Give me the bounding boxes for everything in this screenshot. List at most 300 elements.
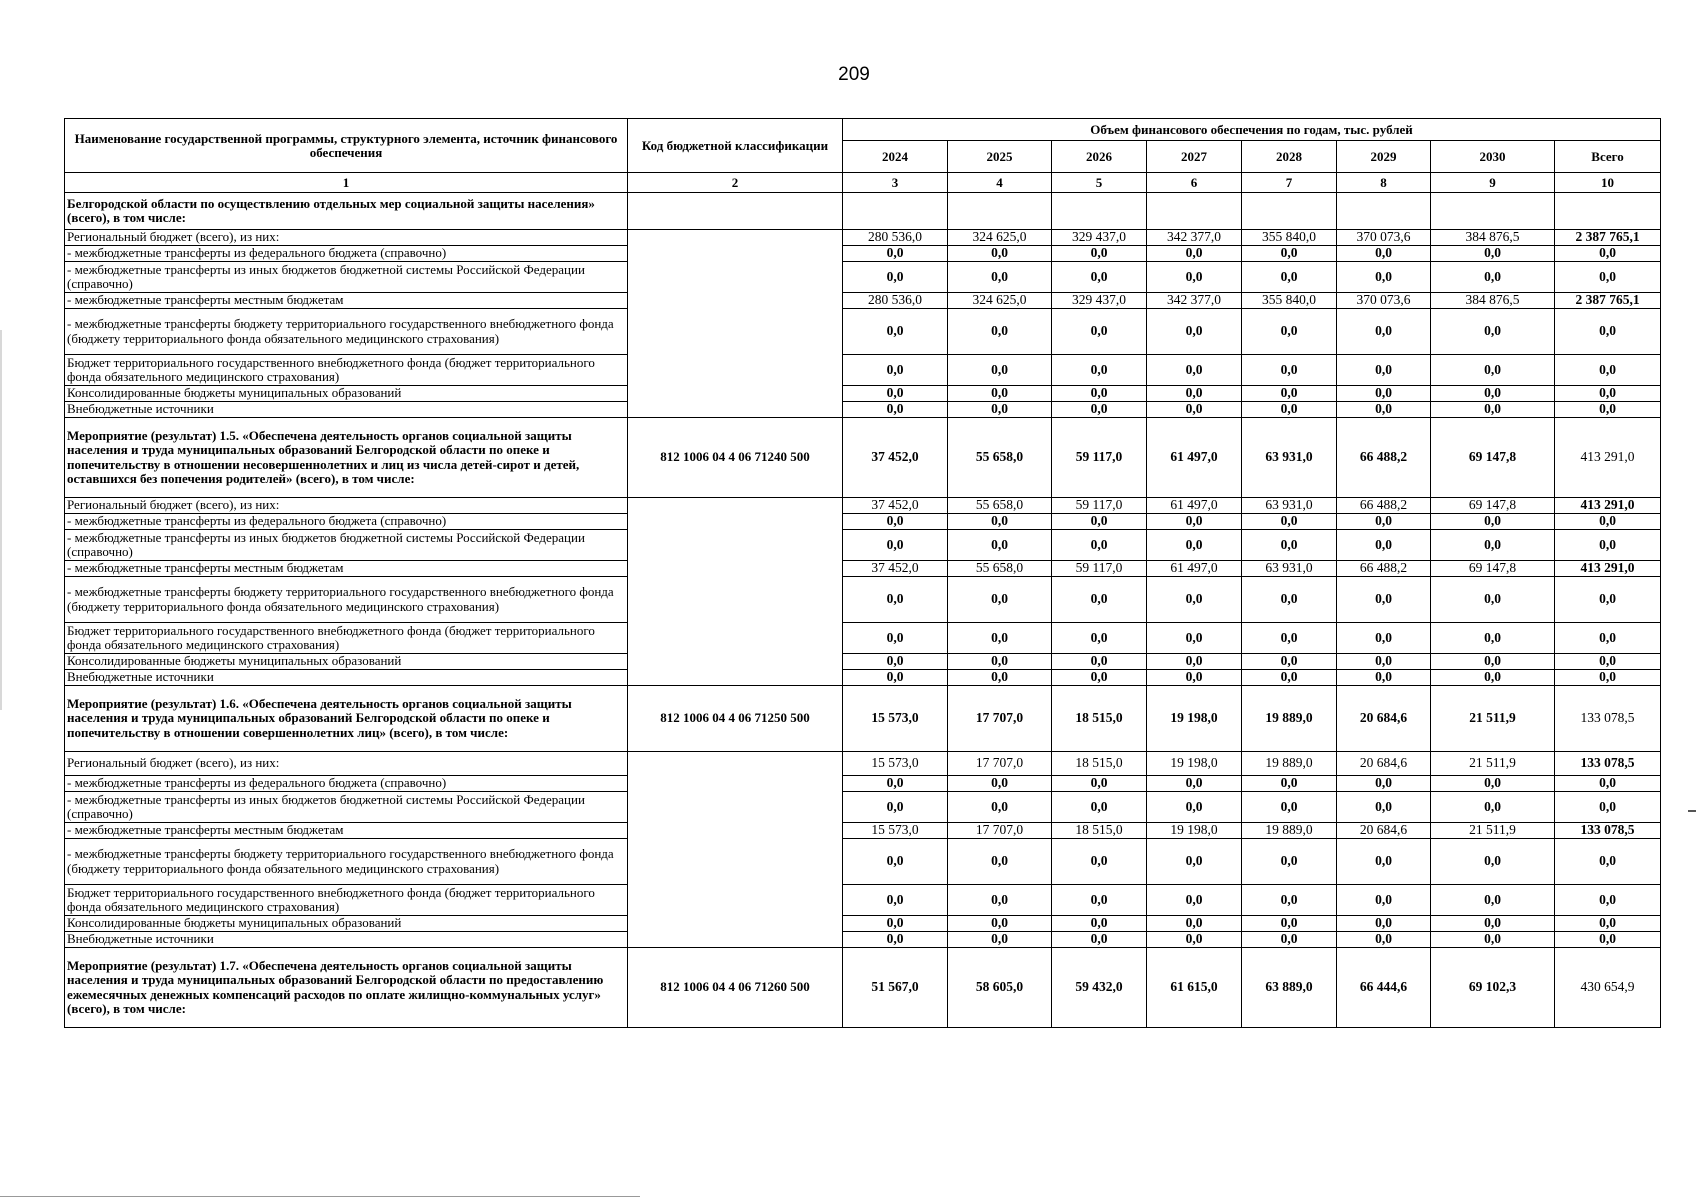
value-total: 2 387 765,1: [1555, 230, 1661, 246]
value-cell: 0,0: [948, 670, 1052, 686]
value-cell: 19 889,0: [1242, 823, 1337, 839]
source-name: Региональный бюджет (всего), из них:: [65, 752, 628, 776]
value-cell: 384 876,5: [1431, 293, 1555, 309]
value-cell: 19 198,0: [1147, 752, 1242, 776]
value-total: 133 078,5: [1555, 823, 1661, 839]
value-cell: 0,0: [843, 355, 948, 386]
value-cell: 19 198,0: [1147, 686, 1242, 752]
value-cell: 63 931,0: [1242, 498, 1337, 514]
value-cell: 58 605,0: [948, 948, 1052, 1028]
value-cell: 0,0: [948, 932, 1052, 948]
source-name: - межбюджетные трансферты местным бюджетам: [65, 561, 628, 577]
value-cell: 59 117,0: [1052, 561, 1147, 577]
value-cell: 0,0: [1147, 885, 1242, 916]
value-total: 133 078,5: [1555, 686, 1661, 752]
value-cell: 21 511,9: [1431, 752, 1555, 776]
column-index: 8: [1337, 173, 1431, 193]
value-cell: 0,0: [1337, 514, 1431, 530]
header-code-column: Код бюджетной классификации: [628, 119, 843, 173]
value-cell: 0,0: [1337, 792, 1431, 823]
value-total: 413 291,0: [1555, 418, 1661, 498]
source-name: Бюджет территориального государственного внебюджетного фонда (бюджет территориального фонда обязательного медицинского страхования): [65, 623, 628, 654]
value-cell: 0,0: [1337, 839, 1431, 885]
value-cell: 0,0: [1337, 623, 1431, 654]
value-cell: 0,0: [1431, 776, 1555, 792]
value-cell: 18 515,0: [1052, 752, 1147, 776]
budget-code: [628, 193, 843, 230]
value-cell: 0,0: [1242, 654, 1337, 670]
value-cell: [1242, 193, 1337, 230]
value-cell: 61 497,0: [1147, 498, 1242, 514]
value-cell: 0,0: [1147, 623, 1242, 654]
header-year: 2025: [948, 141, 1052, 173]
value-cell: 0,0: [1242, 355, 1337, 386]
table-header: [65, 119, 1661, 193]
header-year: 2029: [1337, 141, 1431, 173]
value-cell: 0,0: [843, 916, 948, 932]
value-cell: 55 658,0: [948, 418, 1052, 498]
value-cell: 37 452,0: [843, 561, 948, 577]
value-cell: 0,0: [1147, 402, 1242, 418]
value-cell: 0,0: [948, 309, 1052, 355]
table-body: [65, 193, 1661, 1028]
source-row: [65, 623, 1661, 654]
value-cell: 0,0: [948, 402, 1052, 418]
value-cell: 0,0: [1242, 386, 1337, 402]
value-cell: 0,0: [1337, 654, 1431, 670]
value-cell: 0,0: [948, 776, 1052, 792]
source-row: [65, 885, 1661, 916]
header-name-column: Наименование государственной программы, структурного элемента, источник финансового обеспечения: [65, 119, 628, 173]
value-cell: 0,0: [1242, 309, 1337, 355]
value-cell: 0,0: [948, 792, 1052, 823]
source-name: - межбюджетные трансферты местным бюджетам: [65, 823, 628, 839]
value-total: 2 387 765,1: [1555, 293, 1661, 309]
budget-code: 812 1006 04 4 06 71250 500: [628, 686, 843, 752]
value-cell: [1431, 193, 1555, 230]
value-cell: 0,0: [1147, 262, 1242, 293]
value-cell: 63 931,0: [1242, 561, 1337, 577]
value-cell: 0,0: [1052, 932, 1147, 948]
column-index: 2: [628, 173, 843, 193]
value-cell: 0,0: [1242, 530, 1337, 561]
value-cell: 21 511,9: [1431, 686, 1555, 752]
value-cell: 0,0: [1337, 309, 1431, 355]
value-cell: 20 684,6: [1337, 686, 1431, 752]
column-index: 5: [1052, 173, 1147, 193]
header-year: 2024: [843, 141, 948, 173]
source-row: [65, 823, 1661, 839]
value-cell: 0,0: [843, 530, 948, 561]
value-cell: 66 488,2: [1337, 498, 1431, 514]
value-cell: 280 536,0: [843, 293, 948, 309]
value-cell: 59 117,0: [1052, 418, 1147, 498]
scan-edge-shadow: [0, 330, 2, 710]
section-title: Мероприятие (результат) 1.6. «Обеспечена деятельность органов социальной защиты населения и труда муниципальных образований Белгородской области по опеке и попечительству в отношении совершеннолетних лиц» (всего), в том числе:: [65, 686, 628, 752]
value-total: 0,0: [1555, 885, 1661, 916]
value-total: 430 654,9: [1555, 948, 1661, 1028]
source-row: [65, 309, 1661, 355]
value-cell: 37 452,0: [843, 418, 948, 498]
value-cell: 0,0: [1431, 386, 1555, 402]
value-cell: 0,0: [1431, 654, 1555, 670]
value-cell: 0,0: [1052, 885, 1147, 916]
value-cell: 384 876,5: [1431, 230, 1555, 246]
value-cell: 0,0: [843, 670, 948, 686]
source-name: - межбюджетные трансферты из федерального бюджета (справочно): [65, 514, 628, 530]
value-total: 0,0: [1555, 577, 1661, 623]
value-cell: 0,0: [1337, 386, 1431, 402]
value-cell: 69 102,3: [1431, 948, 1555, 1028]
header-total: Всего: [1555, 141, 1661, 173]
value-cell: 0,0: [1431, 530, 1555, 561]
value-cell: 0,0: [1337, 530, 1431, 561]
source-row: [65, 262, 1661, 293]
source-name: Консолидированные бюджеты муниципальных образований: [65, 916, 628, 932]
source-name: Бюджет территориального государственного внебюджетного фонда (бюджет территориального фонда обязательного медицинского страхования): [65, 885, 628, 916]
value-cell: 17 707,0: [948, 686, 1052, 752]
value-cell: 59 117,0: [1052, 498, 1147, 514]
value-cell: 0,0: [1431, 514, 1555, 530]
value-cell: 18 515,0: [1052, 823, 1147, 839]
column-index: 10: [1555, 173, 1661, 193]
value-cell: [948, 193, 1052, 230]
value-cell: [1337, 193, 1431, 230]
value-cell: 66 444,6: [1337, 948, 1431, 1028]
value-cell: 0,0: [1431, 623, 1555, 654]
value-cell: 0,0: [1431, 885, 1555, 916]
value-cell: 0,0: [1052, 309, 1147, 355]
value-cell: 0,0: [1431, 577, 1555, 623]
source-row: [65, 246, 1661, 262]
value-cell: 0,0: [1337, 885, 1431, 916]
value-cell: 0,0: [1052, 262, 1147, 293]
value-cell: 0,0: [1147, 577, 1242, 623]
value-cell: 370 073,6: [1337, 230, 1431, 246]
value-cell: 0,0: [1147, 839, 1242, 885]
value-total: 0,0: [1555, 839, 1661, 885]
value-cell: 0,0: [843, 386, 948, 402]
column-index: 3: [843, 173, 948, 193]
value-total: 0,0: [1555, 246, 1661, 262]
value-cell: 0,0: [843, 839, 948, 885]
value-cell: 0,0: [1147, 916, 1242, 932]
source-row: [65, 577, 1661, 623]
scan-mark: [1688, 810, 1696, 812]
value-cell: 329 437,0: [1052, 230, 1147, 246]
value-cell: 355 840,0: [1242, 293, 1337, 309]
source-row: [65, 776, 1661, 792]
value-cell: 17 707,0: [948, 752, 1052, 776]
value-cell: 0,0: [1147, 386, 1242, 402]
value-cell: 59 432,0: [1052, 948, 1147, 1028]
value-cell: 0,0: [948, 916, 1052, 932]
budget-code: 812 1006 04 4 06 71260 500: [628, 948, 843, 1028]
value-total: 0,0: [1555, 530, 1661, 561]
value-cell: 0,0: [1431, 839, 1555, 885]
value-cell: 15 573,0: [843, 752, 948, 776]
page-number: 209: [838, 64, 870, 85]
value-cell: 0,0: [1337, 577, 1431, 623]
value-cell: 0,0: [1147, 514, 1242, 530]
code-cell-empty: [628, 498, 843, 686]
value-cell: 20 684,6: [1337, 823, 1431, 839]
value-cell: 0,0: [1431, 932, 1555, 948]
value-cell: 0,0: [948, 386, 1052, 402]
value-cell: 37 452,0: [843, 498, 948, 514]
column-index: 7: [1242, 173, 1337, 193]
header-year: 2026: [1052, 141, 1147, 173]
value-cell: 63 931,0: [1242, 418, 1337, 498]
source-row: [65, 293, 1661, 309]
section-title-row: [65, 418, 1661, 498]
source-row: [65, 932, 1661, 948]
value-cell: 0,0: [843, 577, 948, 623]
value-total: 0,0: [1555, 670, 1661, 686]
value-cell: 0,0: [1052, 577, 1147, 623]
value-cell: 0,0: [1242, 776, 1337, 792]
value-cell: 0,0: [1242, 262, 1337, 293]
source-row: [65, 530, 1661, 561]
column-index: 1: [65, 173, 628, 193]
value-cell: 0,0: [1337, 262, 1431, 293]
value-cell: 0,0: [1242, 623, 1337, 654]
value-total: 0,0: [1555, 386, 1661, 402]
value-cell: 0,0: [948, 654, 1052, 670]
value-total: 0,0: [1555, 262, 1661, 293]
header-year: 2027: [1147, 141, 1242, 173]
value-cell: 66 488,2: [1337, 561, 1431, 577]
value-cell: 370 073,6: [1337, 293, 1431, 309]
value-cell: 0,0: [1242, 402, 1337, 418]
value-cell: 0,0: [1242, 246, 1337, 262]
value-cell: 63 889,0: [1242, 948, 1337, 1028]
value-cell: 0,0: [843, 262, 948, 293]
header-year: 2028: [1242, 141, 1337, 173]
value-cell: 0,0: [1242, 577, 1337, 623]
header-volume-group: Объем финансового обеспечения по годам, тыс. рублей: [843, 119, 1661, 141]
value-cell: 55 658,0: [948, 498, 1052, 514]
value-total: 0,0: [1555, 776, 1661, 792]
value-cell: 0,0: [1242, 670, 1337, 686]
value-cell: 0,0: [1337, 916, 1431, 932]
source-name: - межбюджетные трансферты из федерального бюджета (справочно): [65, 246, 628, 262]
section-title-row: [65, 686, 1661, 752]
source-name: Региональный бюджет (всего), из них:: [65, 230, 628, 246]
source-row: [65, 752, 1661, 776]
section-title-row: [65, 948, 1661, 1028]
code-cell-empty: [628, 752, 843, 948]
source-name: Бюджет территориального государственного внебюджетного фонда (бюджет территориального фонда обязательного медицинского страхования): [65, 355, 628, 386]
value-total: 0,0: [1555, 916, 1661, 932]
value-cell: 0,0: [948, 262, 1052, 293]
value-cell: 0,0: [843, 246, 948, 262]
value-cell: 0,0: [1431, 402, 1555, 418]
value-cell: 0,0: [1147, 654, 1242, 670]
source-row: [65, 561, 1661, 577]
value-cell: 0,0: [1147, 776, 1242, 792]
value-cell: 61 615,0: [1147, 948, 1242, 1028]
source-name: Консолидированные бюджеты муниципальных образований: [65, 386, 628, 402]
value-cell: 0,0: [843, 514, 948, 530]
value-cell: 15 573,0: [843, 686, 948, 752]
value-cell: 0,0: [1147, 309, 1242, 355]
source-row: [65, 916, 1661, 932]
column-index: 6: [1147, 173, 1242, 193]
value-cell: 0,0: [1147, 670, 1242, 686]
value-total: 0,0: [1555, 514, 1661, 530]
source-name: Внебюджетные источники: [65, 670, 628, 686]
section-title: Мероприятие (результат) 1.7. «Обеспечена деятельность органов социальной защиты населения и труда муниципальных образований Белгородской области по предоставлению ежемесячных денежных компенсаций расходов по оплате жилищно-коммунальных услуг» (всего), в том числе:: [65, 948, 628, 1028]
value-cell: 329 437,0: [1052, 293, 1147, 309]
value-cell: 20 684,6: [1337, 752, 1431, 776]
value-total: 0,0: [1555, 309, 1661, 355]
source-name: Внебюджетные источники: [65, 932, 628, 948]
value-cell: 0,0: [1242, 792, 1337, 823]
value-cell: 21 511,9: [1431, 823, 1555, 839]
value-cell: 0,0: [1147, 355, 1242, 386]
value-cell: 0,0: [1052, 916, 1147, 932]
value-cell: 18 515,0: [1052, 686, 1147, 752]
value-cell: 0,0: [843, 792, 948, 823]
value-cell: 0,0: [1147, 530, 1242, 561]
value-cell: 0,0: [1431, 246, 1555, 262]
source-name: - межбюджетные трансферты местным бюджетам: [65, 293, 628, 309]
value-cell: 0,0: [1052, 776, 1147, 792]
value-cell: 0,0: [948, 530, 1052, 561]
column-index: 4: [948, 173, 1052, 193]
source-row: [65, 355, 1661, 386]
source-name: - межбюджетные трансферты из федерального бюджета (справочно): [65, 776, 628, 792]
value-cell: 0,0: [1052, 246, 1147, 262]
value-cell: 342 377,0: [1147, 230, 1242, 246]
value-cell: 0,0: [1431, 792, 1555, 823]
value-cell: 0,0: [843, 402, 948, 418]
value-cell: 0,0: [1431, 355, 1555, 386]
source-name: Региональный бюджет (всего), из них:: [65, 498, 628, 514]
value-total: 413 291,0: [1555, 561, 1661, 577]
value-total: 133 078,5: [1555, 752, 1661, 776]
value-cell: 61 497,0: [1147, 418, 1242, 498]
source-row: [65, 498, 1661, 514]
value-total: 0,0: [1555, 792, 1661, 823]
source-row: [65, 230, 1661, 246]
value-cell: 55 658,0: [948, 561, 1052, 577]
value-total: [1555, 193, 1661, 230]
value-cell: 0,0: [1052, 386, 1147, 402]
value-cell: 324 625,0: [948, 230, 1052, 246]
source-name: - межбюджетные трансферты бюджету территориального государственного внебюджетного фонда (бюджету территориального фонда обязательного медицинского страхования): [65, 839, 628, 885]
financing-table: [64, 118, 1661, 1028]
value-cell: 0,0: [843, 885, 948, 916]
source-row: [65, 670, 1661, 686]
value-cell: 19 198,0: [1147, 823, 1242, 839]
value-cell: 51 567,0: [843, 948, 948, 1028]
source-name: - межбюджетные трансферты бюджету территориального государственного внебюджетного фонда (бюджету территориального фонда обязательного медицинского страхования): [65, 309, 628, 355]
value-cell: 0,0: [1147, 246, 1242, 262]
value-cell: 0,0: [843, 776, 948, 792]
value-total: 0,0: [1555, 654, 1661, 670]
value-cell: 69 147,8: [1431, 561, 1555, 577]
source-name: Консолидированные бюджеты муниципальных образований: [65, 654, 628, 670]
value-cell: 0,0: [1431, 916, 1555, 932]
value-cell: 0,0: [1242, 839, 1337, 885]
value-cell: 0,0: [948, 514, 1052, 530]
section-title: Белгородской области по осуществлению отдельных мер социальной защиты населения» (всего), в том числе:: [65, 193, 628, 230]
value-cell: 61 497,0: [1147, 561, 1242, 577]
section-title: Мероприятие (результат) 1.5. «Обеспечена деятельность органов социальной защиты населения и труда муниципальных образований Белгородской области по опеке и попечительству в отношении несовершеннолетних и лиц из числа детей-сирот и детей, оставшихся без попечения родителей» (всего), в том числе:: [65, 418, 628, 498]
value-cell: 280 536,0: [843, 230, 948, 246]
value-cell: [1052, 193, 1147, 230]
value-cell: 66 488,2: [1337, 418, 1431, 498]
value-cell: 0,0: [1337, 402, 1431, 418]
value-cell: 0,0: [1052, 839, 1147, 885]
source-row: [65, 792, 1661, 823]
value-cell: 0,0: [1147, 932, 1242, 948]
value-total: 0,0: [1555, 355, 1661, 386]
value-cell: 0,0: [1052, 402, 1147, 418]
value-cell: [843, 193, 948, 230]
section-title-row: [65, 193, 1661, 230]
value-cell: 0,0: [1431, 309, 1555, 355]
source-name: - межбюджетные трансферты бюджету территориального государственного внебюджетного фонда (бюджету территориального фонда обязательного медицинского страхования): [65, 577, 628, 623]
source-row: [65, 654, 1661, 670]
value-cell: 0,0: [1337, 776, 1431, 792]
source-name: - межбюджетные трансферты из иных бюджетов бюджетной системы Российской Федерации (справочно): [65, 262, 628, 293]
value-cell: 0,0: [1242, 916, 1337, 932]
value-cell: 342 377,0: [1147, 293, 1242, 309]
budget-code: 812 1006 04 4 06 71240 500: [628, 418, 843, 498]
value-total: 0,0: [1555, 932, 1661, 948]
value-cell: 324 625,0: [948, 293, 1052, 309]
value-cell: 0,0: [1337, 932, 1431, 948]
value-cell: 0,0: [1242, 514, 1337, 530]
code-cell-empty: [628, 230, 843, 418]
value-cell: 69 147,8: [1431, 418, 1555, 498]
value-cell: 0,0: [1242, 932, 1337, 948]
header-year: 2030: [1431, 141, 1555, 173]
value-cell: 0,0: [1052, 514, 1147, 530]
value-cell: 0,0: [1337, 670, 1431, 686]
value-cell: 0,0: [843, 654, 948, 670]
value-cell: 0,0: [948, 246, 1052, 262]
value-total: 0,0: [1555, 402, 1661, 418]
value-cell: 355 840,0: [1242, 230, 1337, 246]
value-cell: 0,0: [1052, 530, 1147, 561]
value-cell: 0,0: [948, 577, 1052, 623]
value-cell: 0,0: [948, 355, 1052, 386]
value-cell: 69 147,8: [1431, 498, 1555, 514]
source-name: - межбюджетные трансферты из иных бюджетов бюджетной системы Российской Федерации (справочно): [65, 530, 628, 561]
value-cell: 0,0: [843, 309, 948, 355]
value-cell: 0,0: [1052, 623, 1147, 654]
value-cell: 0,0: [1052, 654, 1147, 670]
value-cell: [1147, 193, 1242, 230]
value-cell: 19 889,0: [1242, 752, 1337, 776]
scan-bottom-line: [0, 1196, 640, 1197]
source-row: [65, 386, 1661, 402]
column-index: 9: [1431, 173, 1555, 193]
value-cell: 0,0: [843, 932, 948, 948]
value-cell: 0,0: [1052, 670, 1147, 686]
source-row: [65, 514, 1661, 530]
value-cell: 0,0: [1337, 246, 1431, 262]
value-cell: 0,0: [843, 623, 948, 654]
source-row: [65, 402, 1661, 418]
value-cell: 0,0: [1147, 792, 1242, 823]
source-name: Внебюджетные источники: [65, 402, 628, 418]
value-cell: 0,0: [948, 623, 1052, 654]
